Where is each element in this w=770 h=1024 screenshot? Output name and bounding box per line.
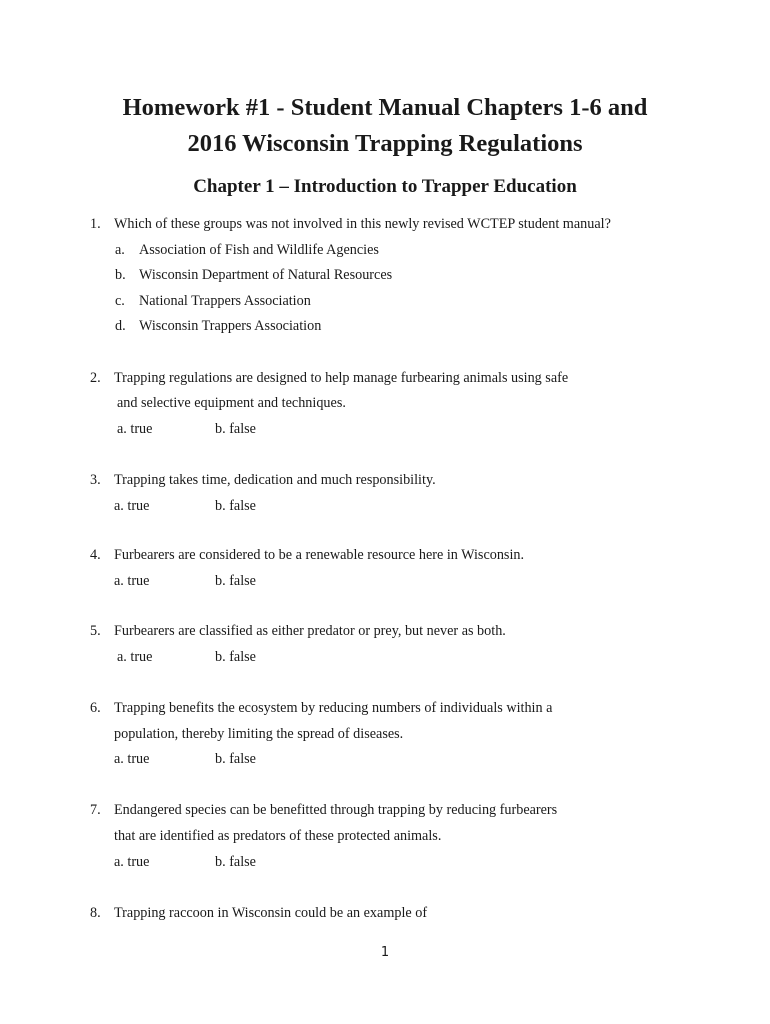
option-false: b. false	[215, 751, 256, 767]
question-number: 8.	[90, 905, 101, 921]
option-true: a. true	[117, 649, 153, 665]
option-text: Wisconsin Department of Natural Resources	[139, 267, 393, 283]
option-false: b. false	[215, 649, 256, 665]
question-text: that are identified as predators of these protected animals.	[114, 828, 442, 844]
question-text: Endangered species can be benefitted through trapping by reducing furbearers	[114, 802, 558, 818]
document-title-line-2: 2016 Wisconsin Trapping Regulations	[187, 130, 583, 157]
option-true: a. true	[117, 421, 153, 437]
option-letter: a.	[115, 242, 125, 258]
option-false: b. false	[215, 498, 256, 514]
question-text: Trapping regulations are designed to help manage furbearing animals using safe	[114, 370, 569, 386]
question-text: Which of these groups was not involved in this newly revised WCTEP student manual?	[114, 216, 611, 232]
option-true: a. true	[114, 854, 150, 870]
question-text: Trapping benefits the ecosystem by reducing numbers of individuals within a	[114, 700, 553, 716]
question-text: Trapping takes time, dedication and much responsibility.	[114, 472, 436, 488]
option-true: a. true	[114, 751, 150, 767]
question-number: 5.	[90, 623, 101, 639]
question-text: Furbearers are classified as either predator or prey, but never as both.	[114, 623, 506, 639]
question-number: 1.	[90, 216, 101, 232]
question-number: 6.	[90, 700, 101, 716]
option-false: b. false	[215, 573, 256, 589]
option-text: National Trappers Association	[139, 293, 311, 309]
question-text: Furbearers are considered to be a renewable resource here in Wisconsin.	[114, 547, 525, 563]
option-text: Association of Fish and Wildlife Agencies	[139, 242, 379, 258]
option-true: a. true	[114, 573, 150, 589]
question-text: and selective equipment and techniques.	[117, 395, 346, 411]
option-letter: b.	[115, 267, 126, 283]
option-letter: c.	[115, 293, 125, 309]
option-true: a. true	[114, 498, 150, 514]
question-number: 2.	[90, 370, 101, 386]
question-number: 7.	[90, 802, 101, 818]
option-letter: d.	[115, 318, 126, 334]
question-number: 4.	[90, 547, 101, 563]
chapter-heading: Chapter 1 – Introduction to Trapper Education	[193, 176, 577, 197]
option-false: b. false	[215, 421, 256, 437]
question-text: Trapping raccoon in Wisconsin could be an example of	[114, 905, 428, 921]
document-title-line-1: Homework #1 - Student Manual Chapters 1-6 and	[122, 94, 648, 121]
page-number: 1	[380, 945, 390, 960]
question-number: 3.	[90, 472, 101, 488]
option-false: b. false	[215, 854, 256, 870]
question-text: population, thereby limiting the spread of diseases.	[114, 726, 404, 742]
option-text: Wisconsin Trappers Association	[139, 318, 322, 334]
